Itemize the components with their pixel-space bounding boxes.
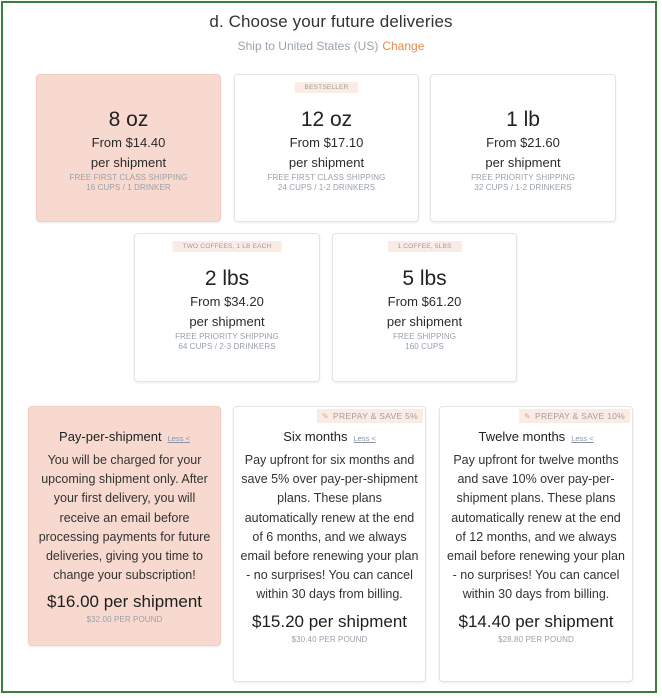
plan-title: Six months [283, 429, 348, 444]
plan-header [440, 429, 632, 447]
two-coffees-badge: TWO COFFEES, 1 LB EACH [173, 241, 282, 252]
size-shipping: FREE SHIPPING [392, 332, 457, 341]
size-per: per shipment [189, 314, 265, 329]
tag-icon: ✎ [524, 412, 532, 421]
plan-per-pound: $30.40 PER POUND [291, 634, 368, 644]
size-label: 2 lbs [204, 267, 250, 290]
tag-icon: ✎ [322, 412, 330, 421]
size-shipping: FREE FIRST CLASS SHIPPING [267, 173, 386, 182]
plan-per-pound: $28.80 PER POUND [498, 634, 574, 644]
size-option-8oz[interactable] [36, 74, 221, 222]
size-cups: 64 CUPS / 2-3 DRINKERS [178, 342, 276, 351]
size-price: From $17.10 [289, 135, 364, 150]
change-country-link[interactable]: Change [382, 39, 425, 53]
size-price: From $34.20 [190, 294, 264, 309]
size-price: From $14.40 [91, 135, 166, 150]
size-label: 8 oz [108, 108, 149, 131]
one-coffee-badge: 1 COFFEE, 5LBS [387, 241, 461, 252]
plan-description: Pay upfront for twelve months and save 10% over pay-per-shipment plans. These plans automatically renew at the end of 12 months, and we always email before renewing your plan - no surprises! You can cancel within 30 days from billing. [447, 453, 625, 602]
plan-price: $14.40 per shipment [458, 611, 614, 631]
plan-option-pay-per-shipment[interactable] [28, 406, 221, 646]
size-option-1lb[interactable] [430, 74, 616, 222]
size-option-12oz[interactable] [234, 74, 419, 222]
size-shipping: FREE FIRST CLASS SHIPPING [69, 173, 188, 182]
size-shipping: FREE PRIORITY SHIPPING [471, 173, 575, 182]
size-cups: 32 CUPS / 1-2 DRINKERS [474, 183, 572, 192]
prepay-save-badge: ✎ PREPAY & SAVE 10% [519, 409, 630, 423]
less-toggle-link[interactable]: Less < [167, 434, 190, 443]
plan-description: You will be charged for your upcoming shipment only. After your first delivery, you will receive an email before processing payments for future deliveries, giving you time to change your subscription! [38, 453, 211, 583]
plan-per-pound: $32.00 PER POUND [86, 615, 163, 625]
plan-price: $15.20 per shipment [252, 611, 407, 631]
plan-option-twelve-months[interactable] [439, 406, 633, 682]
size-label: 5 lbs [402, 267, 447, 290]
size-price: From $21.60 [486, 135, 560, 150]
less-toggle-link[interactable]: Less < [571, 434, 594, 443]
plan-header [234, 429, 425, 447]
less-toggle-link[interactable]: Less < [353, 434, 376, 443]
size-price: From $61.20 [387, 294, 462, 309]
size-per: per shipment [485, 155, 561, 170]
plan-description: Pay upfront for six months and save 5% over pay-per-shipment plans. These plans automatically renew at the end of 6 months, and we always email before renewing your plan - no surprises! You can cancel within 30 days from billing. [240, 453, 419, 602]
size-per: per shipment [386, 314, 463, 329]
size-label: 1 lb [506, 108, 540, 131]
size-label: 12 oz [300, 108, 353, 131]
plan-title: Twelve months [478, 429, 566, 444]
size-cups: 24 CUPS / 1-2 DRINKERS [277, 183, 376, 192]
plan-header [29, 429, 220, 447]
size-cups: 16 CUPS / 1 DRINKER [86, 183, 171, 192]
ship-to-line [0, 39, 662, 53]
ship-to-text: Ship to United States (US) [237, 39, 379, 53]
size-option-5lbs[interactable] [332, 233, 517, 382]
bestseller-badge: BESTSELLER [295, 82, 359, 93]
plan-option-six-months[interactable] [233, 406, 426, 682]
prepay-save-badge: ✎ PREPAY & SAVE 5% [317, 409, 423, 423]
section-title: d. Choose your future deliveries [209, 12, 453, 31]
size-cups: 160 CUPS [405, 342, 444, 351]
size-option-2lbs[interactable] [134, 233, 320, 382]
plan-price: $16.00 per shipment [47, 592, 202, 612]
size-per: per shipment [90, 155, 167, 170]
plan-title: Pay-per-shipment [59, 429, 162, 444]
size-shipping: FREE PRIORITY SHIPPING [175, 332, 279, 341]
size-per: per shipment [288, 155, 365, 170]
